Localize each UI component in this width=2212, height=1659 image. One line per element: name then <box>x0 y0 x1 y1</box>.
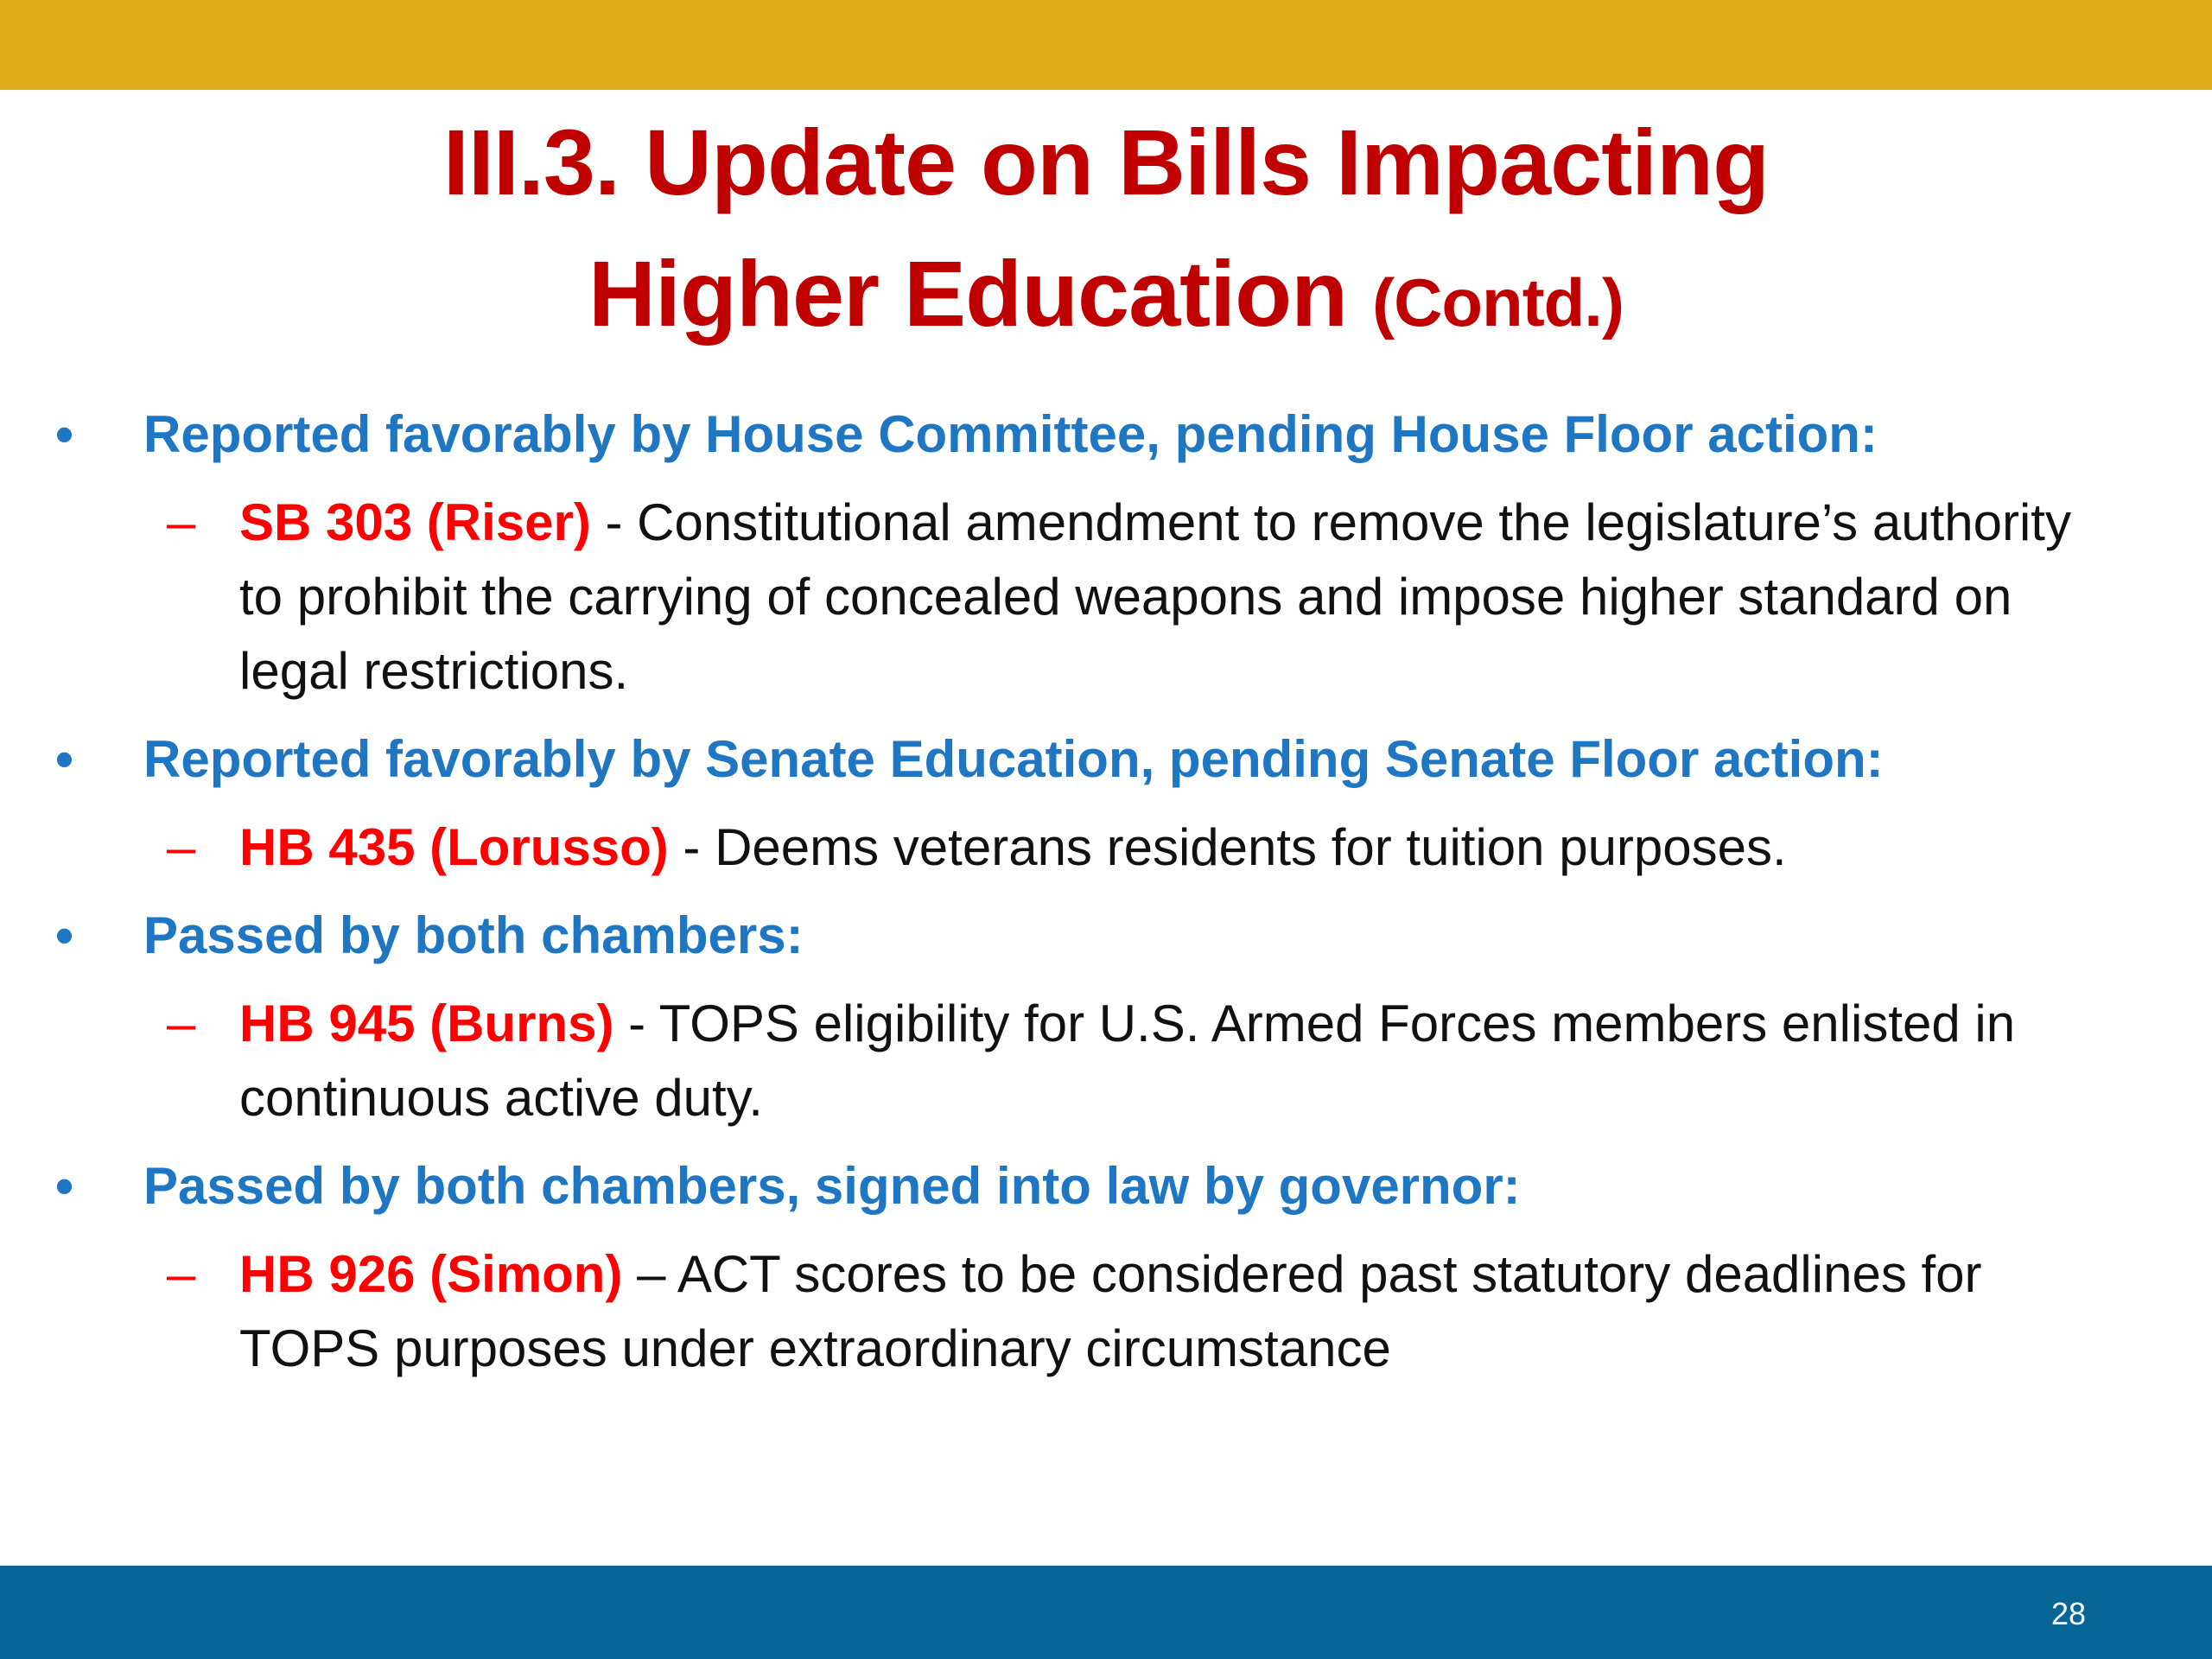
bullet-icon: • <box>55 906 74 964</box>
bill-item-hb-945 <box>167 987 2123 1135</box>
bullet-icon: • <box>55 405 74 463</box>
bill-label: HB 435 (Lorusso) <box>239 818 669 876</box>
section-heading-text: Reported favorably by Senate Education, pending Senate Floor action: <box>143 730 1884 788</box>
footer-band <box>0 1566 2212 1659</box>
bill-description: – ACT scores to be considered past statutory deadlines for TOPS purposes under extraordinary circumstance <box>239 1245 1982 1377</box>
dash-icon: – <box>167 493 196 551</box>
top-accent-band <box>0 0 2212 90</box>
dash-icon: – <box>167 1245 196 1303</box>
section-heading-passed-both <box>55 899 2131 973</box>
dash-icon: – <box>167 995 196 1052</box>
bill-item-hb-926 <box>167 1237 2123 1386</box>
bill-item-sb-303 <box>167 486 2123 709</box>
page-number: 28 <box>2050 1596 2086 1631</box>
bill-label: HB 926 (Simon) <box>239 1245 623 1303</box>
bullet-list <box>0 397 2212 1400</box>
title-contd: (Contd.) <box>1372 264 1624 340</box>
bill-description: - Deems veterans residents for tuition purposes. <box>668 818 1787 876</box>
section-heading-text: Passed by both chambers, signed into law by governor: <box>143 1157 1521 1215</box>
dash-icon: – <box>167 818 196 876</box>
title-line-1: III.3. Update on Bills Impacting <box>442 110 1770 214</box>
slide-title <box>0 97 2212 368</box>
bill-item-hb-435 <box>167 810 2123 885</box>
bill-description: - Constitutional amendment to remove the legislature’s authority to prohibit the carrying of concealed weapons and impose higher standard on legal restrictions. <box>239 493 2071 700</box>
bullet-icon: • <box>55 1157 74 1215</box>
section-heading-text: Reported favorably by House Committee, pending House Floor action: <box>143 405 1878 463</box>
section-heading-senate-education <box>55 722 2131 797</box>
section-heading-text: Passed by both chambers: <box>143 906 804 964</box>
title-line-2-main: Higher Education <box>588 241 1373 346</box>
bullet-icon: • <box>55 730 74 788</box>
bill-label: HB 945 (Burns) <box>239 995 614 1052</box>
section-heading-signed-into-law <box>55 1149 2131 1224</box>
title-line-2 <box>0 228 2212 368</box>
bill-description: - TOPS eligibility for U.S. Armed Forces members enlisted in continuous active duty. <box>239 995 2016 1127</box>
bill-label: SB 303 (Riser) <box>239 493 591 551</box>
section-heading-house-committee <box>55 397 2131 472</box>
